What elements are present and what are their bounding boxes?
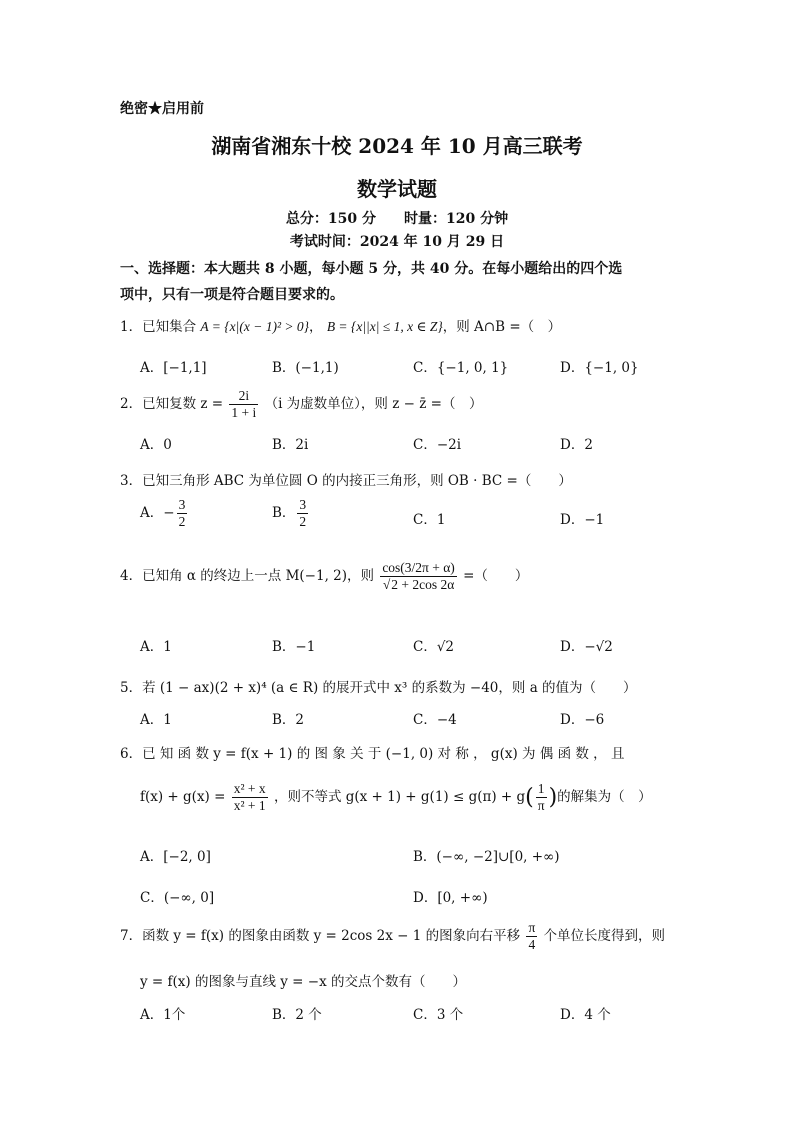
question-number: 1． — [120, 319, 143, 335]
option-b: B．(−∞, −2]∪[0, +∞) — [413, 849, 560, 865]
option-a: A．1个 — [140, 1007, 186, 1023]
option-b: B．2 — [272, 712, 305, 728]
option-d: D．2 — [560, 437, 593, 453]
fraction: $\frac{\text{x² + x}}{\text{x² + 1}}$ — [233, 781, 266, 814]
option-b: B．2i — [272, 437, 309, 453]
question-4: 4．已知角 α 的终边上一点 M(−1, 2)，则 $\frac{\cos(3/2\pi + \alpha)}{√2 + 2\cos 2\alpha}$ =（ ） — [120, 560, 529, 593]
question-7: 7．函数 y = f(x) 的图象由函数 y = 2cos 2x − 1 的图象向右平移 $\frac{\pi}{4}$ 个单位长度得到，则 — [120, 920, 666, 953]
option-a: A．[−1,1] — [140, 360, 207, 376]
set-a: A = {x|(x − 1)² > 0} — [200, 319, 310, 334]
question-7-line2: y = f(x) 的图象与直线 y = −x 的交点个数有（ ） — [140, 974, 466, 990]
question-1: 1．已知集合 A = {x|(x − 1)² > 0}， B = {x||x| ≤ 1, x ∈ Z}，则 A∩B =（ ） — [120, 319, 562, 335]
option-d: D．−√2 — [560, 639, 613, 655]
question-number: 7． — [120, 928, 143, 945]
option-b: B．−1 — [272, 639, 316, 655]
option-c: C．{−1, 0, 1} — [413, 360, 509, 376]
section-heading-line1: 一、选择题：本大题共 8 小题，每小题 5 分，共 40 分。在每小题给出的四个选 — [120, 261, 623, 277]
option-a: A．[−2, 0] — [140, 849, 211, 865]
question-2: 2．已知复数 z = $\frac{2i}{1 + i}$ （i 为虚数单位），则 z − z̄ =（ ） — [120, 388, 483, 421]
question-number: 3． — [120, 473, 143, 489]
option-c: C．(−∞, 0] — [140, 890, 215, 906]
question-3: 3．已知三角形 ABC 为单位圆 O 的内接正三角形，则 OB · BC =（ ） — [120, 473, 572, 489]
option-c: C．−2i — [413, 437, 462, 453]
option-d: D．[0, +∞) — [413, 890, 488, 906]
option-d: D．4 个 — [560, 1007, 611, 1023]
option-c: C．√2 — [413, 639, 455, 655]
fraction: $\frac{2i}{1 + i}$ — [231, 388, 257, 421]
fraction: $\frac{\cos(3/2\pi + \alpha)}{√2 + 2\cos 2\alpha}$ — [382, 560, 455, 593]
section-heading-line2: 项中，只有一项是符合题目要求的。 — [120, 287, 344, 303]
question-number: 6． — [120, 746, 143, 762]
confidential-mark: 绝密★启用前 — [120, 101, 204, 117]
exam-date: 考试时间：2024 年 10 月 29 日 — [289, 234, 505, 250]
option-a: A．− $\frac{3}{2}$ — [140, 497, 186, 530]
question-number: 5． — [120, 680, 143, 696]
option-a: A．1 — [140, 639, 172, 655]
page-subtitle: 数学试题 — [357, 177, 437, 201]
question-5: 5．若 (1 − ax)(2 + x)⁴ (a ∈ R) 的展开式中 x³ 的系数为 −40，则 a 的值为（ ） — [120, 680, 637, 696]
option-b: B．(−1,1) — [272, 360, 339, 376]
option-b: B． $\frac{3}{2}$ — [272, 497, 307, 530]
option-b: B．2 个 — [272, 1007, 322, 1023]
option-c: C．1 — [413, 512, 446, 528]
question-number: 2． — [120, 396, 143, 413]
question-6: 6．已 知 函 数 y = f(x + 1) 的 图 象 关 于 (−1, 0) 对 称 ， g(x) 为 偶 函 数 ， 且 — [120, 746, 625, 762]
set-b: B = {x||x| ≤ 1, x ∈ Z} — [326, 319, 443, 334]
question-6-line2: f(x) + g(x) = $\frac{\text{x² + x}}{\text{x² + 1}}$ ，则不等式 g(x + 1) + g(1) ≤ g(π) + g( $\frac{1}{\pi}$ )的解集为（ ） — [140, 781, 652, 814]
option-c: C．3 个 — [413, 1007, 464, 1023]
option-c: C．−4 — [413, 712, 457, 728]
option-d: D．{−1, 0} — [560, 360, 639, 376]
option-d: D．−1 — [560, 512, 605, 528]
question-number: 4． — [120, 568, 143, 585]
page-title: 湖南省湘东十校 2024 年 10 月高三联考 — [211, 134, 583, 158]
option-a: A．0 — [140, 437, 172, 453]
exam-score-time: 总分：150 分 时量：120 分钟 — [285, 211, 509, 227]
option-d: D．−6 — [560, 712, 605, 728]
fraction: $\frac{\pi}{4}$ — [528, 920, 536, 953]
option-a: A．1 — [140, 712, 172, 728]
